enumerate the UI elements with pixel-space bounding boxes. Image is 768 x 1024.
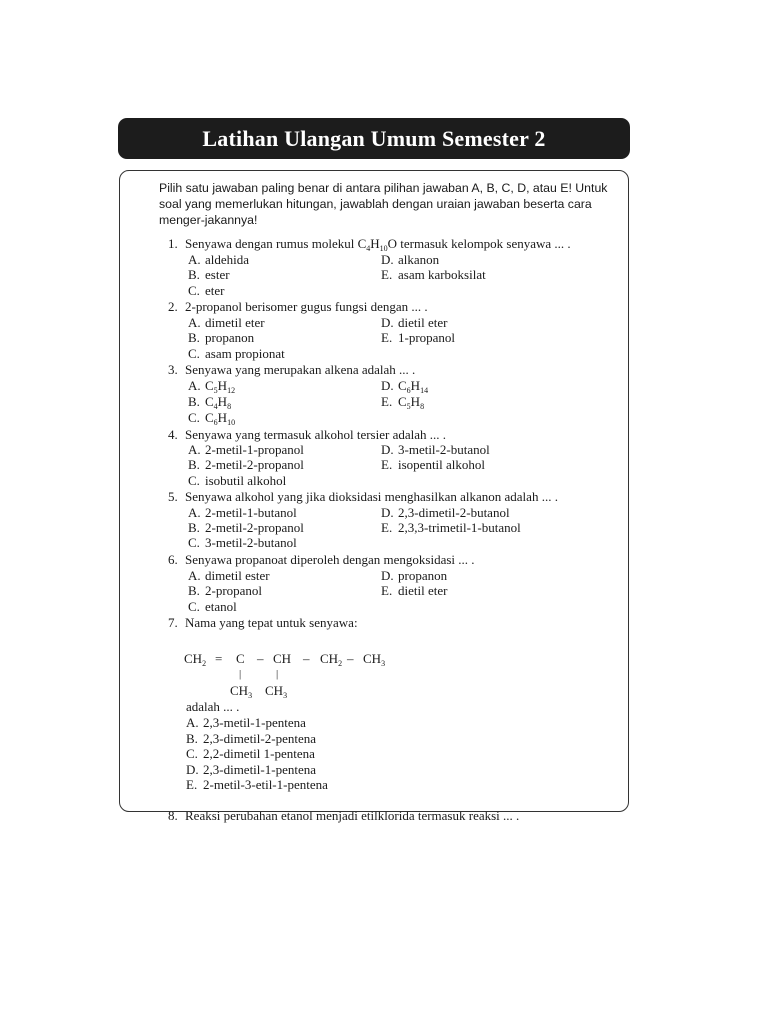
- option-1c[interactable]: C. eter: [188, 283, 225, 298]
- option-6d[interactable]: D. propanon: [381, 568, 448, 583]
- formula-element: C: [205, 394, 214, 409]
- atom-label: CH: [184, 651, 203, 666]
- atom-ch3-branch: [230, 683, 252, 699]
- double-bond: =: [215, 651, 223, 666]
- instructions: Pilih satu jawaban paling benar di antara pilihan jawaban A, B, C, D, atau E! Untuk soal yang memerlukan hitungan, jawablah dengan uraian jawaban beserta cara menger-jakannya!: [159, 181, 608, 227]
- question-stem: Senyawa yang termasuk alkohol tersier adalah ... .: [185, 427, 446, 442]
- option-text: propanon: [205, 330, 255, 345]
- option-4d[interactable]: D. 3-metil-2-butanol: [381, 442, 490, 457]
- formula-sub: 5: [213, 386, 218, 395]
- option-text: dietil eter: [398, 315, 448, 330]
- question-stem-end: termasuk kelompok senyawa ... .: [397, 236, 571, 251]
- option-3b[interactable]: B. $C_4H_8$: [188, 394, 232, 411]
- option-2b[interactable]: B. propanon: [188, 330, 255, 345]
- option-text: alkanon: [398, 252, 440, 267]
- question-stem: Senyawa propanoat diperoleh dengan mengoksidasi ... .: [185, 552, 475, 567]
- option-text: 2-propanol: [205, 583, 263, 598]
- option-text: 3-metil-2-butanol: [205, 535, 297, 550]
- atom-sub: 3: [248, 691, 253, 700]
- option-5e[interactable]: E. 2,3,3-trimetil-1-butanol: [381, 520, 521, 535]
- option-text: isopentil alkohol: [398, 457, 486, 472]
- option-text: 2-metil-2-propanol: [205, 520, 304, 535]
- atom-ch3-branch: [265, 683, 287, 699]
- title-bar: [118, 118, 630, 159]
- formula-element: C: [205, 410, 214, 425]
- option-3c[interactable]: C. $C_6H_{10}$: [188, 410, 236, 427]
- branch-bond: |: [239, 668, 242, 680]
- formula-element: H: [217, 410, 228, 425]
- option-text: 2,2-dimetil 1-pentena: [203, 746, 315, 761]
- option-1b[interactable]: B. ester: [188, 267, 230, 282]
- question-7-tail: adalah ... .: [186, 699, 240, 714]
- formula-element: H: [217, 394, 228, 409]
- formula-sub: 4: [366, 244, 371, 253]
- formula-element: H: [410, 394, 421, 409]
- option-3d[interactable]: D. $C_6H_{14}$: [381, 378, 429, 395]
- option-7d[interactable]: D. 2,3-dimetil-1-pentena: [186, 762, 316, 777]
- option-text: 2-metil-1-butanol: [205, 505, 297, 520]
- formula-sub: 6: [406, 386, 411, 395]
- atom-sub: 2: [338, 659, 343, 668]
- question-3: [168, 362, 608, 378]
- formula-sub: 6: [213, 418, 218, 427]
- option-6a[interactable]: A. dimetil ester: [188, 568, 270, 583]
- question-stem: Reaksi perubahan etanol menjadi etilklorida termasuk reaksi ... .: [185, 812, 520, 823]
- atom-label: CH: [320, 651, 339, 666]
- option-6c[interactable]: C. etanol: [188, 599, 237, 614]
- question-number: 4.: [168, 427, 178, 442]
- option-text: dimetil eter: [205, 315, 265, 330]
- option-text: 2,3-metil-1-pentena: [203, 715, 306, 730]
- option-text: dimetil ester: [205, 568, 270, 583]
- atom-ch3: [363, 651, 385, 667]
- option-1d[interactable]: D. alkanon: [381, 252, 440, 267]
- option-text: dietil eter: [398, 583, 448, 598]
- formula-sub: 14: [420, 386, 429, 395]
- single-bond: –: [303, 651, 310, 666]
- option-5b[interactable]: B. 2-metil-2-propanol: [188, 520, 304, 535]
- option-5a[interactable]: A. 2-metil-1-butanol: [188, 505, 297, 520]
- option-text: etanol: [205, 599, 237, 614]
- option-2c[interactable]: C. asam propionat: [188, 346, 285, 361]
- question-8: [168, 812, 608, 826]
- formula-element: H: [217, 378, 228, 393]
- formula-sub: 4: [213, 402, 218, 411]
- option-4a[interactable]: A. 2-metil-1-propanol: [188, 442, 304, 457]
- formula-element: H: [370, 236, 380, 251]
- atom-ch: CH: [273, 651, 292, 666]
- page-title: Latihan Ulangan Umum Semester 2: [202, 125, 546, 151]
- formula-element: O: [387, 236, 398, 251]
- single-bond: –: [347, 651, 354, 666]
- formula-element: C: [398, 394, 407, 409]
- question-1: [168, 236, 608, 252]
- formula-sub: 8: [420, 402, 425, 411]
- single-bond: –: [257, 651, 264, 666]
- option-4c[interactable]: C. isobutil alkohol: [188, 473, 287, 488]
- formula-element: H: [410, 378, 421, 393]
- question-5: [168, 489, 608, 505]
- option-2e[interactable]: E. 1-propanol: [381, 330, 456, 345]
- option-7b[interactable]: B. 2,3-dimetil-2-pentena: [186, 731, 316, 746]
- question-number: 1.: [168, 236, 178, 251]
- option-1a[interactable]: A. aldehida: [188, 252, 250, 267]
- option-6e[interactable]: E. dietil eter: [381, 583, 448, 598]
- option-4e[interactable]: E. isopentil alkohol: [381, 457, 486, 472]
- question-stem: Nama yang tepat untuk senyawa:: [185, 615, 358, 630]
- option-text: 2,3,3-trimetil-1-butanol: [398, 520, 521, 535]
- question-stem: Senyawa alkohol yang jika dioksidasi menghasilkan alkanon adalah ... .: [185, 489, 558, 504]
- option-7a[interactable]: A. 2,3-metil-1-pentena: [186, 715, 306, 730]
- option-text: 2,3-dimetil-2-butanol: [398, 505, 510, 520]
- option-4b[interactable]: B. 2-metil-2-propanol: [188, 457, 304, 472]
- atom-c: C: [236, 651, 245, 666]
- option-text: 2-metil-3-etil-1-pentena: [203, 777, 328, 792]
- option-text: 2-metil-1-propanol: [205, 442, 304, 457]
- atom-label: CH: [230, 683, 249, 698]
- option-7c[interactable]: C. 2,2-dimetil 1-pentena: [186, 746, 315, 761]
- option-3a[interactable]: A. $C_5H_{12}$: [188, 378, 236, 395]
- option-5d[interactable]: D. 2,3-dimetil-2-butanol: [381, 505, 510, 520]
- option-text: isobutil alkohol: [205, 473, 287, 488]
- question-stem: Senyawa dengan rumus molekul C: [185, 236, 367, 251]
- option-text: asam propionat: [205, 346, 285, 361]
- option-text: 2,3-dimetil-2-pentena: [203, 731, 316, 746]
- atom-label: CH: [363, 651, 382, 666]
- option-6b[interactable]: B. 2-propanol: [188, 583, 263, 598]
- formula-sub: 10: [379, 244, 388, 253]
- option-5c[interactable]: C. 3-metil-2-butanol: [188, 535, 297, 550]
- question-2: [168, 299, 608, 315]
- option-text: 1-propanol: [398, 330, 456, 345]
- option-text: ester: [205, 267, 230, 282]
- atom-sub: 2: [202, 659, 207, 668]
- question-number: 5.: [168, 489, 178, 504]
- question-number: 3.: [168, 362, 178, 377]
- option-text: 2-metil-2-propanol: [205, 457, 304, 472]
- branch-bond: |: [276, 668, 279, 680]
- question-6: [168, 552, 608, 568]
- option-text: asam karboksilat: [398, 267, 486, 282]
- option-text: 2,3-dimetil-1-pentena: [203, 762, 316, 777]
- option-2a[interactable]: A. dimetil eter: [188, 315, 265, 330]
- option-text: aldehida: [205, 252, 250, 267]
- question-stem: Senyawa yang merupakan alkena adalah ... .: [185, 362, 416, 377]
- atom-ch2: [320, 651, 342, 667]
- question-number: 2.: [168, 299, 178, 314]
- atom-label: CH: [265, 683, 284, 698]
- question-number: 6.: [168, 552, 178, 567]
- question-4: [168, 427, 608, 443]
- option-3e[interactable]: E. $C_5H_8$: [381, 394, 425, 411]
- option-1e[interactable]: E. asam karboksilat: [381, 267, 486, 282]
- formula-sub: 10: [227, 418, 236, 427]
- option-7e[interactable]: E. 2-metil-3-etil-1-pentena: [186, 777, 328, 792]
- option-text: eter: [205, 283, 225, 298]
- formula-element: C: [205, 378, 214, 393]
- option-text: 3-metil-2-butanol: [398, 442, 490, 457]
- atom-sub: 3: [381, 659, 386, 668]
- question-7: [168, 615, 608, 631]
- atom-ch2: [184, 651, 206, 667]
- option-2d[interactable]: D. dietil eter: [381, 315, 448, 330]
- formula-sub: 8: [227, 402, 232, 411]
- atom-sub: 3: [283, 691, 288, 700]
- option-text: propanon: [398, 568, 448, 583]
- question-stem: 2-propanol berisomer gugus fungsi dengan ... .: [185, 299, 428, 314]
- question-number: 8.: [168, 812, 178, 823]
- question-number: 7.: [168, 615, 178, 630]
- formula-sub: 12: [227, 386, 236, 395]
- formula-sub: 5: [406, 402, 411, 411]
- formula-element: C: [398, 378, 407, 393]
